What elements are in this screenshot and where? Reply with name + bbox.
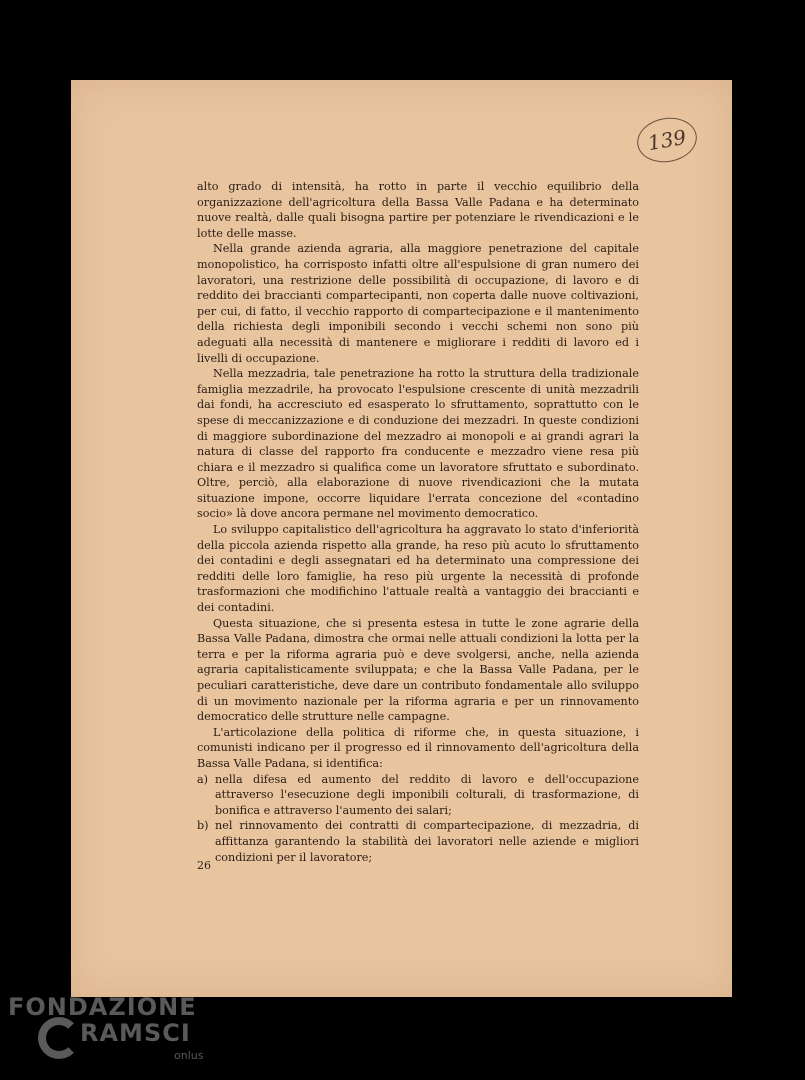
body-text (197, 179, 639, 865)
paragraph: alto grado di intensità, ha rotto in parte il vecchio equilibrio della organizzazione dell'agricoltura della Bassa Valle Padana e ha determinato nuove realtà, dalle quali bisogna partire per potenziare le rivendicazioni e le lotte delle masse. (197, 180, 639, 240)
list-marker: a) (197, 772, 209, 786)
list-marker: b) (197, 819, 209, 833)
archive-number: 139 (646, 124, 688, 156)
document-page (71, 80, 732, 997)
fondazione-gramsci-logo (8, 993, 208, 1073)
logo-text-line1: FONDAZIONE (8, 993, 197, 1021)
logo-onlus-text: onlus (174, 1049, 204, 1062)
list-item-text: nel rinnovamento dei contratti di compartecipazione, di mezzadria, di affittanza garantendo la stabilità dei lavoratori nelle aziende e migliori condizioni per il lavoratore; (215, 819, 639, 864)
logo-g-icon (38, 1017, 80, 1059)
paragraph: Lo sviluppo capitalistico dell'agricoltura ha aggravato lo stato d'inferiorità della piccola azienda rispetto alla grande, ha reso più acuto lo sfruttamento dei contadini e degli assegnatari ed ha determinato una compressione dei redditi delle loro famiglie, ha reso più urgente la necessità di profonde trasformazioni che modifichino l'attuale realtà a vantaggio dei braccianti e dei contadini. (197, 523, 639, 615)
paragraph: Nella grande azienda agraria, alla maggiore penetrazione del capitale monopolistico, ha corrisposto infatti oltre all'espulsione di gran numero dei lavoratori, una restrizione delle possibilità di occupazione, di lavoro e di reddito dei braccianti compartecipanti, non coperta dalle nuove coltivazioni, per cui, di fatto, il vecchio rapporto di compartecipazione e il mantenimento della richiesta degli imponibili secondo i vecchi schemi non sono più adeguati alla necessità di mantenere e migliorare i redditi di lavoro ed i livelli di occupazione. (197, 242, 639, 365)
page-number: 26 (197, 859, 211, 872)
list-item-text: nella difesa ed aumento del reddito di lavoro e dell'occupazione attraverso l'esecuzione degli imponibili colturali, di trasformazione, di bonifica e attraverso l'aumento dei salari; (215, 772, 639, 817)
archive-number-stamp (634, 113, 701, 167)
list-item (197, 772, 639, 819)
paragraph: L'articolazione della politica di riforme che, in questa situazione, i comunisti indicano per il progresso ed il rinnovamento dell'agricoltura della Bassa Valle Padana, si identifica: (197, 725, 639, 770)
paragraph: Nella mezzadria, tale penetrazione ha rotto la struttura della tradizionale famiglia mezzadrile, ha provocato l'espulsione crescente di unità mezzadrili dai fondi, ha accresciuto ed esasperato lo sfruttamento, soprattutto con le spese di meccanizzazione e di conduzione dei mezzadri. In queste condizioni di maggiore subordinazione del mezzadro ai monopoli e ai grandi agrari la natura di classe del rapporto fra conducente e mezzadro viene resa più chiara e il mezzadro si qualifica come un lavoratore sfruttato e subordinato. Oltre, perciò, alla elaborazione di nuove rivendicazioni che la mutata situazione impone, occorre liquidare l'errata concezione del «contadino socio» là dove ancora permane nel movimento democratico. (197, 367, 639, 521)
paragraph: Questa situazione, che si presenta estesa in tutte le zone agrarie della Bassa Valle Padana, dimostra che ormai nelle attuali condizioni la lotta per la terra e per la riforma agraria può e deve svolgersi, anche, nella azienda agraria capitalisticamente sviluppata; e che la Bassa Valle Padana, per le peculiari caratteristiche, deve dare un contributo fondamentale allo sviluppo di un movimento nazionale per la riforma agraria e per un rinnovamento democratico delle strutture nelle campagne. (197, 616, 639, 724)
logo-text-line2: RAMSCI (80, 1019, 191, 1047)
list-item (197, 818, 639, 865)
